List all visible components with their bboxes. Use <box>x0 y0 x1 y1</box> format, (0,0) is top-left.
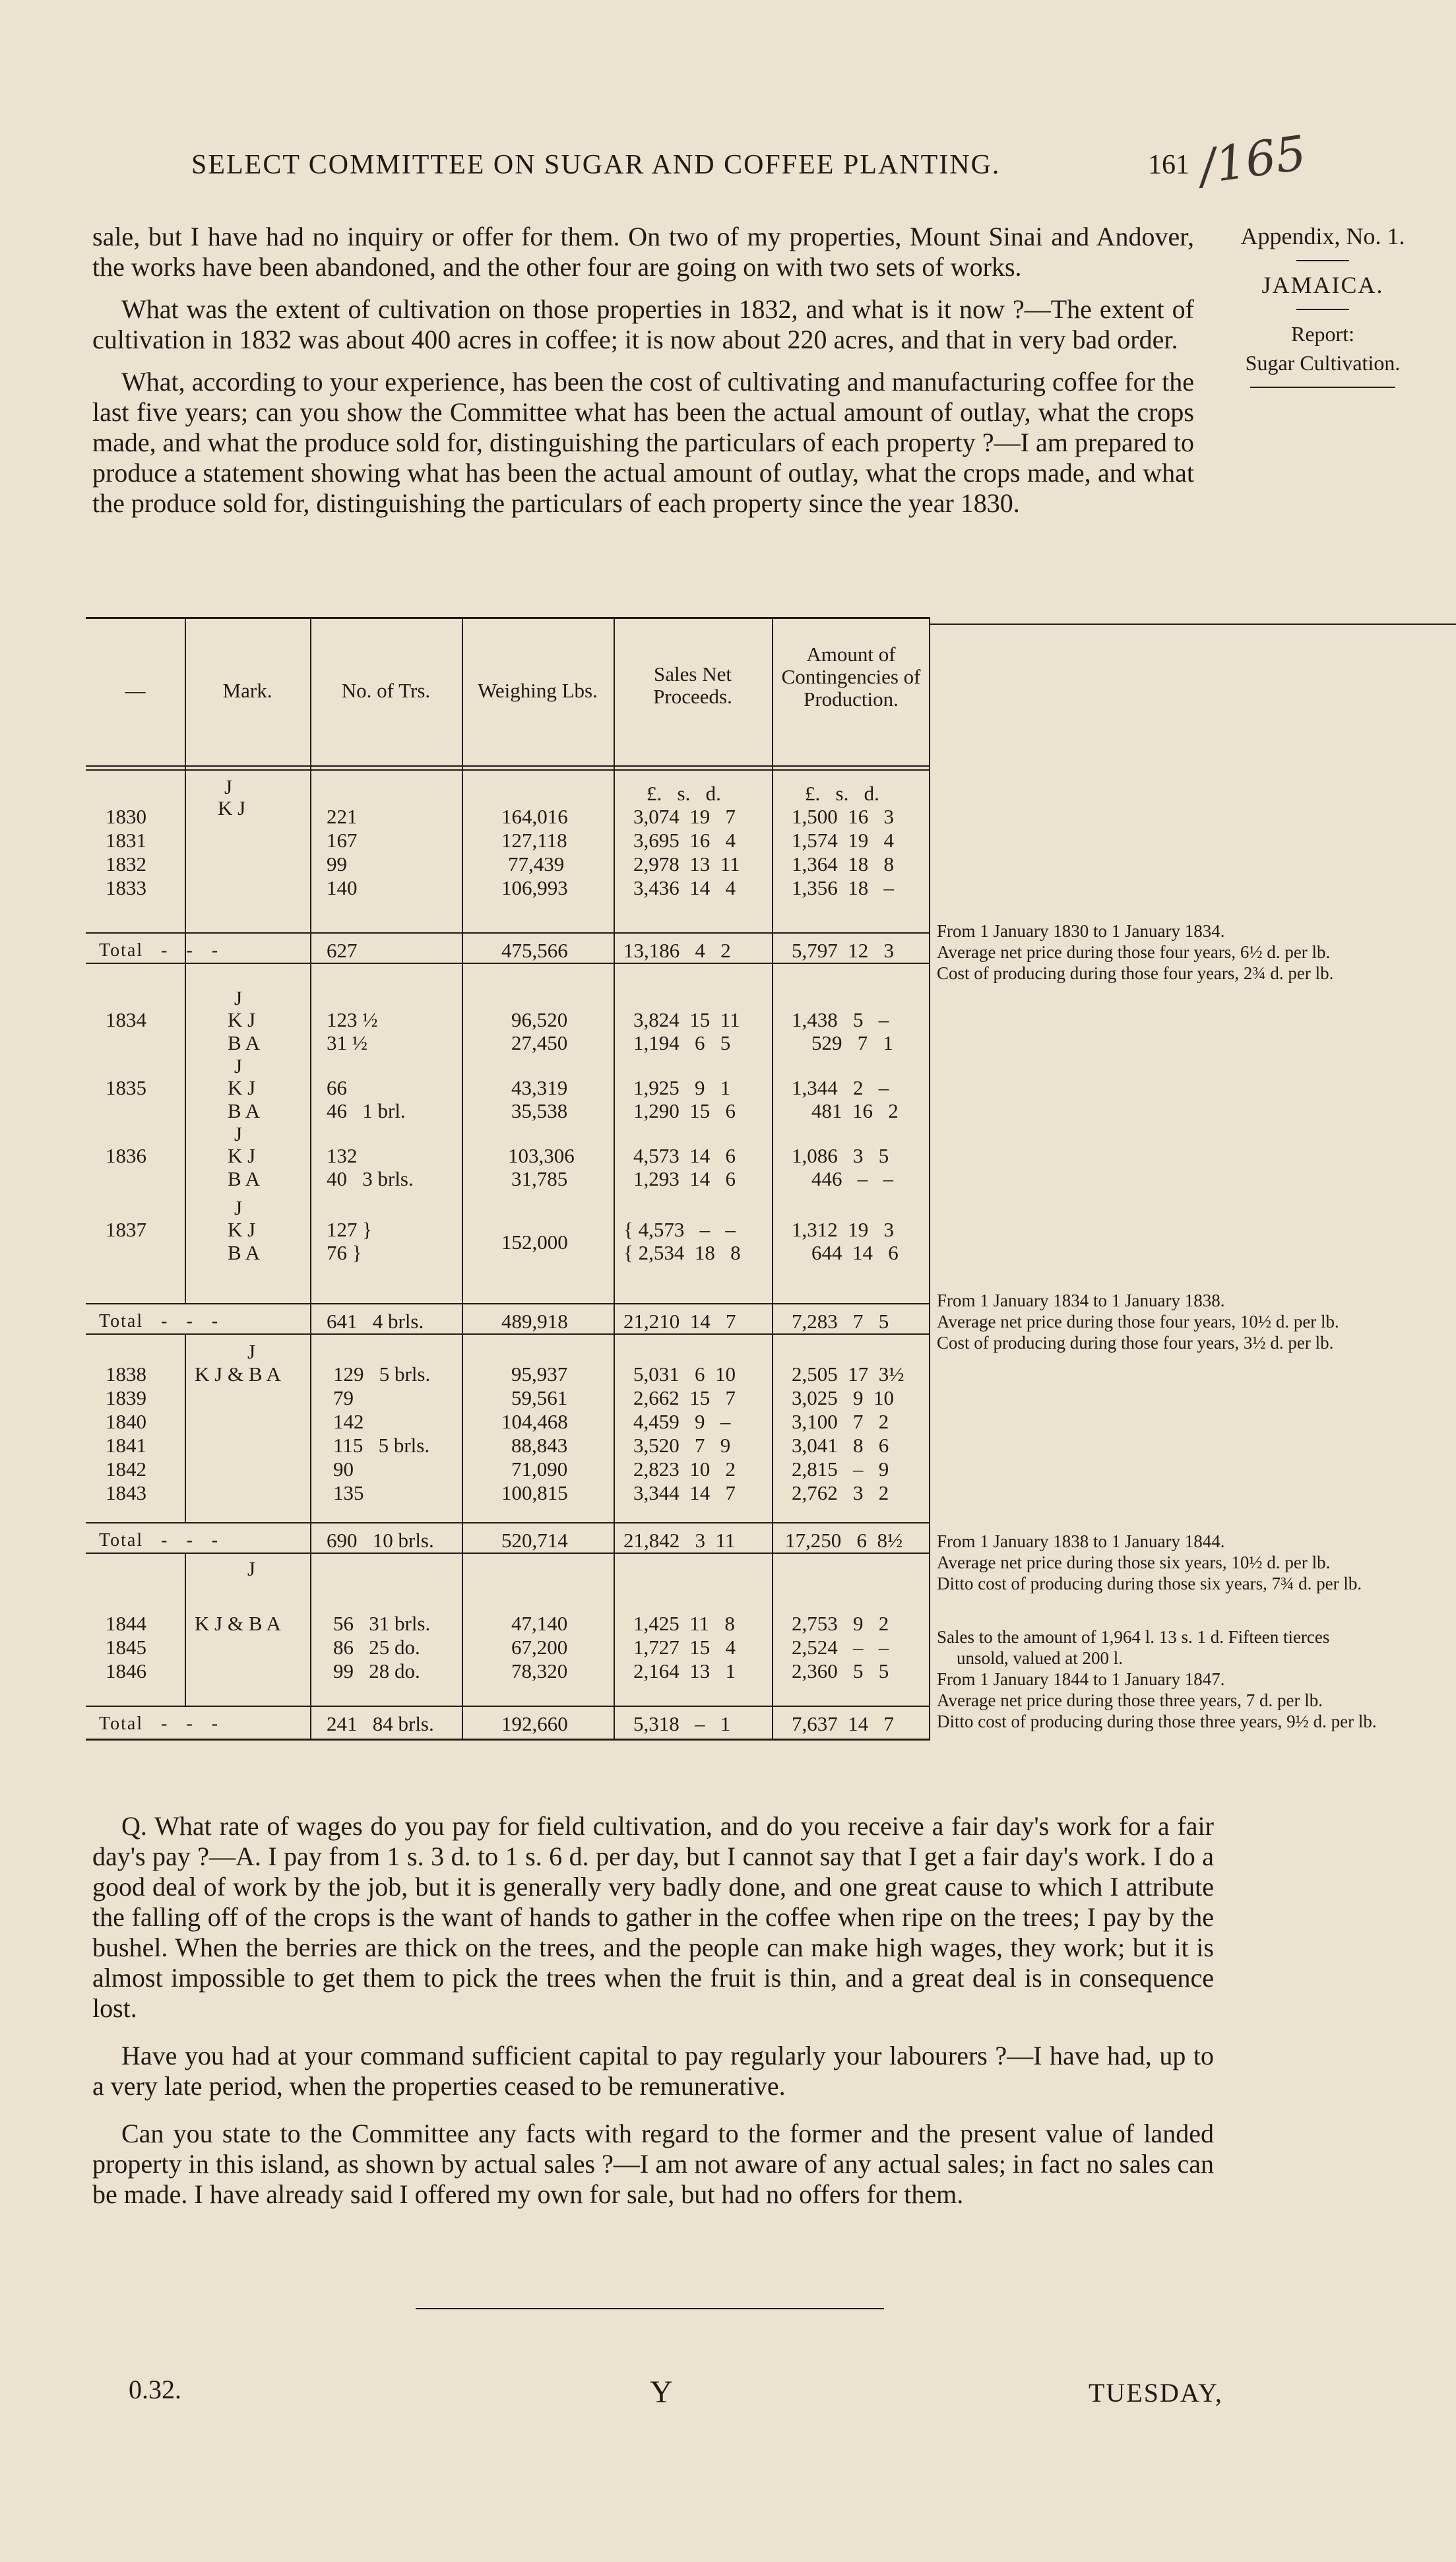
g2-trs: 127 } <box>327 1218 373 1241</box>
note-line: Average net price during those six years, 10½ d. per lb. <box>937 1553 1331 1572</box>
g3-trs: 135 <box>333 1481 364 1504</box>
g1-amount: 1,364 18 8 <box>792 852 894 876</box>
note-period-3 <box>937 1531 1438 1594</box>
header-bottom-rule <box>86 765 930 767</box>
g1-mark-j: J <box>224 775 233 798</box>
intro-paragraph-2: What was the extent of cultivation on those properties in 1832, and what is it now ?—The extent of cultivation in 1832 was about 400 acres in coffee; it is now about 220 acres, and that in very bad order. <box>92 294 1194 354</box>
g1-year: 1830 <box>106 805 146 828</box>
g3-year: 1838 <box>106 1362 146 1386</box>
g1-total-trs: 627 <box>327 939 358 962</box>
note-line: Cost of producing during those four years, 2¾ d. per lb. <box>937 963 1334 983</box>
g1-lbs: 77,439 <box>508 852 565 876</box>
g2-mark-j: J <box>234 1054 243 1077</box>
g3-trs: 129 5 brls. <box>333 1362 431 1386</box>
g2-sales: 3,824 15 11 <box>633 1008 740 1031</box>
g3-lbs: 59,561 <box>511 1386 568 1409</box>
g2-total-bottom-rule <box>86 1333 930 1335</box>
note-line: Sales to the amount of 1,964 l. 13 s. 1 d. Fifteen tierces <box>937 1627 1330 1647</box>
answer-paragraph-1: Q. What rate of wages do you pay for field cultivation, and do you receive a fair day's work for a fair day's pay ?—A. I pay from 1 s. 3 d. to 1 s. 6 d. per day, but I cannot say that I get a fair day's work. I do a good deal of work by the job, but it is generally very badly done, and one great cause to which I attribute the falling off of the crops is the want of hands to gather in the coffee when ripe on the trees; I pay by the bushel. When the berries are thick on the trees, and the people can make high wages, they work; but it is almost impossible to get them to pick the trees when the fruit is thin, and a great deal is in consequence lost. <box>92 1811 1214 2023</box>
header-bottom-rule-2 <box>86 769 930 771</box>
g2-amount: 481 16 2 <box>811 1099 899 1122</box>
g3-total-lbs: 520,714 <box>501 1529 568 1552</box>
g2-sales: 1,925 9 1 <box>633 1076 731 1099</box>
g3-amount: 3,100 7 2 <box>792 1410 889 1433</box>
header-trs: No. of Trs. <box>341 679 431 702</box>
g4-lbs: 47,140 <box>511 1612 568 1635</box>
signature-mark: Y <box>650 2375 673 2410</box>
g1-total-lbs: 475,566 <box>501 939 568 962</box>
g2-lbs: 152,000 <box>501 1231 568 1254</box>
g2-mark: K J <box>228 1008 256 1031</box>
g3-amount: 3,041 8 6 <box>792 1434 889 1457</box>
currency-header-2: £. s. d. <box>805 782 879 805</box>
g3-amount: 2,762 3 2 <box>792 1481 889 1504</box>
g2-lbs: 31,785 <box>511 1167 568 1190</box>
g2-lbs: 43,319 <box>511 1076 568 1099</box>
col-rule-4 <box>614 617 615 1741</box>
g2-sales: 1,194 6 5 <box>633 1031 731 1054</box>
note-line: From 1 January 1838 to 1 January 1844. <box>937 1531 1225 1551</box>
g2-mark: K J <box>228 1144 256 1167</box>
g1-trs: 140 <box>327 876 358 899</box>
g3-total-label: Total - - - <box>99 1530 220 1551</box>
col-rule-1c <box>185 963 186 1303</box>
header-sales: Sales Net Proceeds. <box>653 662 732 708</box>
col-rule-5 <box>772 617 773 1741</box>
g2-total-amount: 7,283 7 5 <box>792 1310 889 1333</box>
g4-sales: 1,425 11 8 <box>633 1612 735 1635</box>
g2-sales: { 4,573 – – <box>623 1218 736 1241</box>
note-line: Average net price during those four years, 10½ d. per lb. <box>937 1312 1339 1331</box>
g2-mark: B A <box>228 1241 261 1264</box>
sidenote-rule-2 <box>1296 309 1349 310</box>
g3-sales: 3,344 14 7 <box>633 1481 736 1504</box>
g2-mark: K J <box>228 1076 256 1099</box>
g2-trs: 132 <box>327 1144 358 1167</box>
g1-mark: K J <box>218 796 246 819</box>
accounts-table <box>86 617 930 1768</box>
g2-trs: 31 ½ <box>327 1031 367 1054</box>
g1-total-sales: 13,186 4 2 <box>623 939 731 962</box>
g1-year: 1831 <box>106 829 146 852</box>
g2-amount: 1,438 5 – <box>792 1008 889 1031</box>
g4-year: 1844 <box>106 1612 146 1635</box>
g2-total-top-rule <box>86 1303 930 1304</box>
g3-total-trs: 690 10 brls. <box>327 1529 434 1552</box>
margin-sidenote <box>1214 222 1432 388</box>
note-line: unsold, valued at 200 l. <box>957 1648 1123 1668</box>
place-label: JAMAICA. <box>1261 272 1384 298</box>
intro-text <box>92 222 1194 530</box>
testimony-text <box>92 1811 1214 2227</box>
g3-year: 1843 <box>106 1481 146 1504</box>
subject-label: Sugar Cultivation. <box>1245 351 1401 375</box>
g3-trs: 79 <box>333 1386 354 1409</box>
g4-total-label: Total - - - <box>99 1713 220 1734</box>
g4-trs: 56 31 brls. <box>333 1612 431 1635</box>
g2-mark: B A <box>228 1099 261 1122</box>
g3-year: 1841 <box>106 1434 146 1457</box>
g4-total-top-rule <box>86 1706 930 1707</box>
answer-paragraph-3: Can you state to the Committee any facts with regard to the former and the present value of landed property in this island, as shown by actual sales ?—I am not aware of any actual sales; in fact no sales can be made. I have already said I offered my own for sale, but had no offers for them. <box>92 2119 1214 2209</box>
g3-year: 1840 <box>106 1410 146 1433</box>
g3-total-sales: 21,842 3 11 <box>623 1529 736 1552</box>
g2-amount: 1,312 19 3 <box>792 1218 894 1241</box>
sidenote-rule <box>1296 260 1349 261</box>
g2-sales: 1,293 14 6 <box>633 1167 736 1190</box>
header-mark: Mark. <box>222 679 272 702</box>
note-line: From 1 January 1830 to 1 January 1834. <box>937 921 1225 941</box>
g2-total-label: Total - - - <box>99 1311 220 1331</box>
col-rule-1e <box>185 1553 186 1706</box>
g2-trs: 46 1 brl. <box>327 1099 406 1122</box>
col-rule-2 <box>310 617 311 1741</box>
g4-amount: 2,360 5 5 <box>792 1659 889 1682</box>
g1-sales: 3,695 16 4 <box>633 829 736 852</box>
g3-sales: 5,031 6 10 <box>633 1362 736 1386</box>
appendix-label: Appendix, No. 1. <box>1240 223 1405 249</box>
g3-trs: 115 5 brls. <box>333 1434 430 1457</box>
g2-mark: B A <box>228 1167 261 1190</box>
g2-trs: 123 ½ <box>327 1008 378 1031</box>
g2-sales: { 2,534 18 8 <box>623 1241 741 1264</box>
g3-trs: 90 <box>333 1457 354 1481</box>
g4-lbs: 67,200 <box>511 1636 568 1659</box>
note-line: Ditto cost of producing during those three years, 9½ d. per lb. <box>937 1712 1377 1731</box>
g4-year: 1845 <box>106 1636 146 1659</box>
g1-year: 1833 <box>106 876 146 899</box>
g1-total-top-rule <box>86 932 930 934</box>
currency-header: £. s. d. <box>647 782 721 805</box>
g1-amount: 1,574 19 4 <box>792 829 894 852</box>
g1-total-bottom-rule <box>86 963 930 964</box>
table-top-rule <box>86 617 930 619</box>
g4-year: 1846 <box>106 1659 146 1682</box>
g2-year: 1837 <box>106 1218 146 1241</box>
note-line: From 1 January 1834 to 1 January 1838. <box>937 1291 1225 1310</box>
g2-trs: 76 } <box>327 1241 362 1264</box>
g4-amount: 2,753 9 2 <box>792 1612 889 1635</box>
g2-sales: 1,290 15 6 <box>633 1099 736 1122</box>
g3-sales: 4,459 9 – <box>633 1410 731 1433</box>
note-period-4 <box>937 1626 1438 1732</box>
g2-trs: 40 3 brls. <box>327 1167 414 1190</box>
note-line: From 1 January 1844 to 1 January 1847. <box>937 1669 1225 1689</box>
g2-lbs: 35,538 <box>511 1099 568 1122</box>
g1-trs: 221 <box>327 805 358 828</box>
g2-year: 1835 <box>106 1076 146 1099</box>
g3-amount: 2,815 – 9 <box>792 1457 889 1481</box>
g3-lbs: 95,937 <box>511 1362 568 1386</box>
g3-total-bottom-rule <box>86 1553 930 1554</box>
g2-amount: 529 7 1 <box>811 1031 893 1054</box>
g2-mark: B A <box>228 1031 261 1054</box>
printer-number: 0.32. <box>129 2375 181 2404</box>
g4-amount: 2,524 – – <box>792 1636 889 1659</box>
g2-total-sales: 21,210 14 7 <box>623 1310 736 1333</box>
col-rule-3 <box>462 617 463 1741</box>
g3-lbs: 100,815 <box>501 1481 568 1504</box>
g3-sales: 3,520 7 9 <box>633 1434 731 1457</box>
sidenote-rule-3 <box>1250 387 1395 388</box>
g3-sales: 2,662 15 7 <box>633 1386 736 1409</box>
report-label: Report: <box>1291 322 1354 346</box>
g2-lbs: 103,306 <box>508 1144 575 1167</box>
g4-mark: K J & B A <box>195 1612 281 1635</box>
catchword: TUESDAY, <box>1089 2378 1223 2408</box>
g1-lbs: 127,118 <box>501 829 567 852</box>
g2-year: 1836 <box>106 1144 146 1167</box>
g4-sales: 1,727 15 4 <box>633 1636 736 1659</box>
header-amount: Amount of Contingencies of Production. <box>781 643 921 711</box>
g1-total-amount: 5,797 12 3 <box>792 939 894 962</box>
g4-lbs: 78,320 <box>511 1659 568 1682</box>
g2-lbs: 27,450 <box>511 1031 568 1054</box>
g2-amount: 1,344 2 – <box>792 1076 889 1099</box>
page-number: 161 <box>1148 150 1189 180</box>
g1-trs: 99 <box>327 852 347 876</box>
g4-trs: 86 25 do. <box>333 1636 420 1659</box>
g4-sales: 2,164 13 1 <box>633 1659 736 1682</box>
g4-total-amount: 7,637 14 7 <box>792 1712 894 1735</box>
note-period-1 <box>937 920 1438 984</box>
handwritten-page-number: /165 <box>1195 125 1310 195</box>
g2-amount: 1,086 3 5 <box>792 1144 889 1167</box>
table-bottom-rule <box>86 1739 930 1741</box>
g1-sales: 3,074 19 7 <box>633 805 736 828</box>
g1-amount: 1,500 16 3 <box>792 805 894 828</box>
g3-total-amount: 17,250 6 8½ <box>785 1529 903 1552</box>
note-line: Ditto cost of producing during those six years, 7¾ d. per lb. <box>937 1574 1362 1593</box>
header-lbs: Weighing Lbs. <box>478 679 598 702</box>
g3-lbs: 88,843 <box>511 1434 568 1457</box>
g2-year: 1834 <box>106 1008 146 1031</box>
note-line: Average net price during those three years, 7 d. per lb. <box>937 1690 1323 1710</box>
g2-amount: 644 14 6 <box>811 1241 899 1264</box>
col-rule-6 <box>929 617 930 1741</box>
closing-rule <box>416 2308 884 2309</box>
g3-amount: 2,505 17 3½ <box>792 1362 904 1386</box>
g2-amount: 446 – – <box>811 1167 893 1190</box>
g2-sales: 4,573 14 6 <box>633 1144 736 1167</box>
g2-mark: K J <box>228 1218 256 1241</box>
table-top-rule-ext <box>930 624 1456 625</box>
g2-mark-j: J <box>234 986 243 1009</box>
g2-mark-j: J <box>234 1196 243 1219</box>
g1-total-label: Total - - - <box>99 940 220 961</box>
g2-mark-j: J <box>234 1122 243 1145</box>
col-rule-1d <box>185 1333 186 1522</box>
g1-sales: 3,436 14 4 <box>633 876 736 899</box>
g4-total-trs: 241 84 brls. <box>327 1712 434 1735</box>
g1-sales: 2,978 13 11 <box>633 852 740 876</box>
note-period-2 <box>937 1290 1438 1353</box>
g1-trs: 167 <box>327 829 358 852</box>
g2-total-trs: 641 4 brls. <box>327 1310 424 1333</box>
g3-lbs: 71,090 <box>511 1457 568 1481</box>
g1-lbs: 106,993 <box>501 876 568 899</box>
g4-total-lbs: 192,660 <box>501 1712 568 1735</box>
g1-lbs: 164,016 <box>501 805 568 828</box>
g3-trs: 142 <box>333 1410 364 1433</box>
intro-paragraph-3: What, according to your experience, has been the cost of cultivating and manufacturing coffee for the last five years; can you show the Committee what has been the actual amount of outlay, what the crops made, and what the produce sold for, distinguishing the particulars of each property ?—I am prepared to produce a statement showing what has been the actual amount of outlay, what the crops made, and what the produce sold for, distinguishing the particulars of each property since the year 1830. <box>92 367 1194 518</box>
g3-year: 1839 <box>106 1386 146 1409</box>
g2-trs: 66 <box>327 1076 347 1099</box>
header-dash: — <box>125 679 146 702</box>
g3-sales: 2,823 10 2 <box>633 1457 736 1481</box>
g3-total-top-rule <box>86 1522 930 1523</box>
g3-mark-j: J <box>247 1340 256 1363</box>
note-line: Average net price during those four years, 6½ d. per lb. <box>937 942 1331 962</box>
intro-paragraph-1: sale, but I have had no inquiry or offer for them. On two of my properties, Mount Sinai and Andover, the works have been abandoned, and the other four are going on with two sets of works. <box>92 222 1194 282</box>
g3-year: 1842 <box>106 1457 146 1481</box>
g2-total-lbs: 489,918 <box>501 1310 568 1333</box>
note-line: Cost of producing during those four years, 3½ d. per lb. <box>937 1333 1334 1353</box>
g4-mark-j: J <box>247 1557 256 1580</box>
g3-mark: K J & B A <box>195 1362 281 1386</box>
g4-total-sales: 5,318 – 1 <box>633 1712 731 1735</box>
running-title: SELECT COMMITTEE ON SUGAR AND COFFEE PLANTING. <box>191 150 1001 180</box>
g4-trs: 99 28 do. <box>333 1659 420 1682</box>
col-rule-1a <box>185 617 186 963</box>
answer-paragraph-2: Have you had at your command sufficient capital to pay regularly your labourers ?—I have had, up to a very late period, when the properties ceased to be remunerative. <box>92 2041 1214 2101</box>
g1-amount: 1,356 18 – <box>792 876 894 899</box>
g1-year: 1832 <box>106 852 146 876</box>
g2-lbs: 96,520 <box>511 1008 568 1031</box>
g3-lbs: 104,468 <box>501 1410 568 1433</box>
g3-amount: 3,025 9 10 <box>792 1386 894 1409</box>
